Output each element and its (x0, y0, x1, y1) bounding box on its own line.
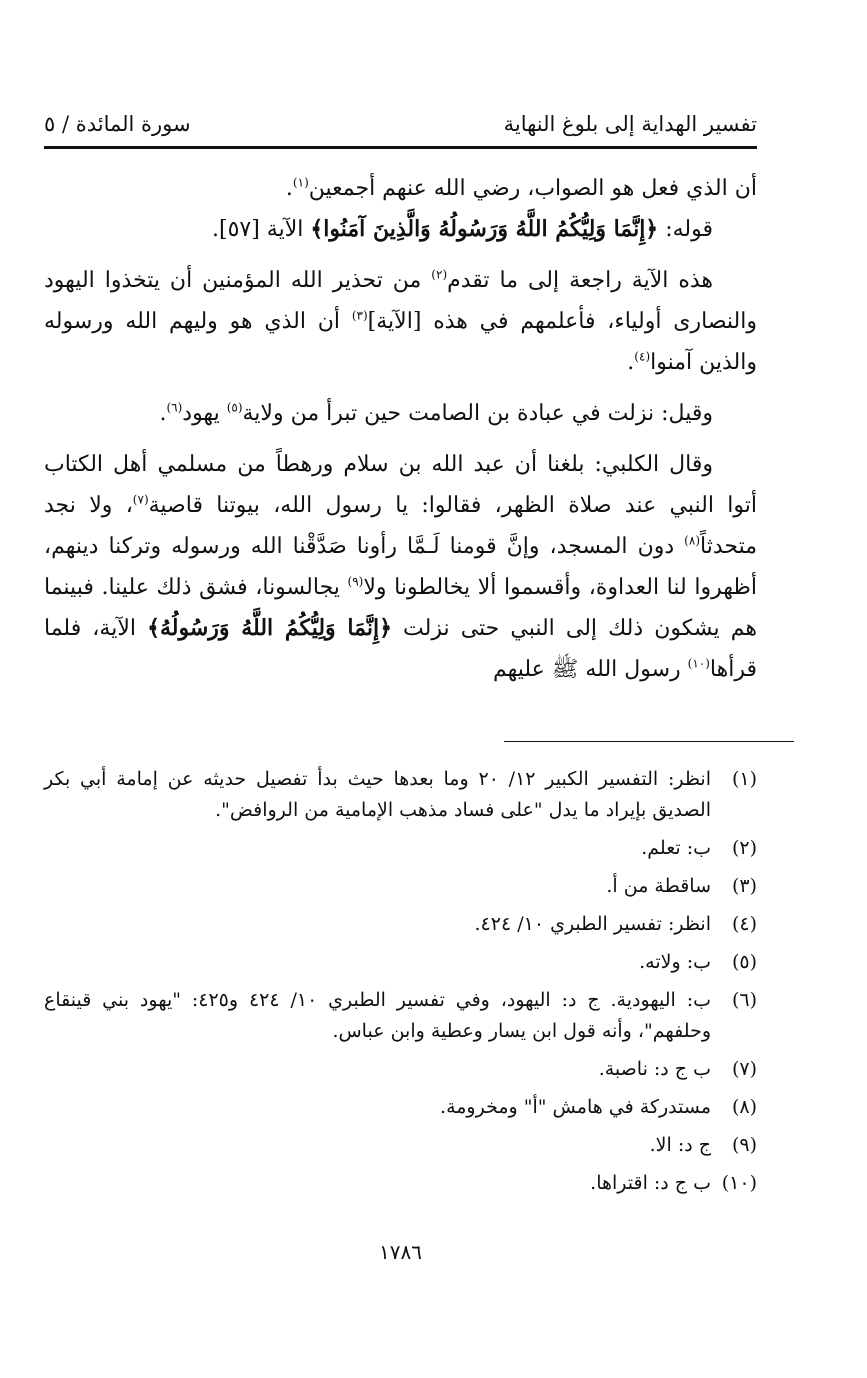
paragraph-5: وقال الكلبي: بلغنا أن عبد الله بن سلام ورهطاً من مسلمي أهل الكتاب أتوا النبي عند صلاة الظهر، فقالوا: يا رسول الله، بيوتنا قاصية$^{(٧)}$، ولا نجد متحدثاً$^{(٨)}$ دون المسجد، وإنَّ قومنا لَـمَّا رأونا صَدَّقْنا الله ورسوله وتركنا دينهم، أظهروا لنا العداوة، وأقسموا ألا يخالطونا ولا$^{(٩)}$ يجالسونا، فشق ذلك علينا. فبينما هم يشكون ذلك إلى النبي حتى نزلت ﴿إِنَّمَا وَلِيُّكُمُ اللَّهُ وَرَسُولُهُ﴾ الآية، فلما قرأها$^{(١٠)}$ رسول الله ﷺ عليهم (44, 452, 757, 682)
footnote-number: (٨) (731, 1096, 757, 1118)
paragraph-1: أن الذي فعل هو الصواب، رضي الله عنهم أجمعين$^{(١)}$. (285, 175, 757, 201)
footnote-text: ساقطة من أ. (606, 875, 711, 897)
footnote-ref[interactable]: (٥) (226, 400, 243, 415)
footnote-text: ب: اليهودية. ج د: اليهود، وفي تفسير الطبري ١٠/ ٤٢٤ و٤٢٥: "يهود بني قينقاع وحلفهم"، وأنه قول ابن يسار وعطية وابن عباس. (44, 989, 711, 1042)
footnote-item (44, 947, 757, 978)
footnote-ref[interactable]: (٢) (431, 267, 448, 282)
footnote-text: مستدركة في هامش "أ" ومخرومة. (440, 1096, 711, 1118)
paragraph-4: وقيل: نزلت في عبادة بن الصامت حين تبرأ من ولاية$^{(٥)}$ يهود$^{(٦)}$. (159, 400, 713, 426)
footnote-text: ج د: الا. (649, 1134, 711, 1156)
footnote-number: (٧) (731, 1058, 757, 1080)
footnote-item (44, 1092, 757, 1123)
surah-reference: سورة المائدة / ٥ (44, 112, 191, 136)
page-number: ١٧٨٦ (379, 1240, 422, 1264)
quran-verse: ﴿إِنَّمَا وَلِيُّكُمُ اللَّهُ وَرَسُولُهُ﴾ (147, 615, 392, 641)
footnote-item (44, 764, 757, 826)
footnote-text: ب ج د: ناصبة. (598, 1058, 711, 1080)
footnote-item (44, 909, 757, 940)
running-header (44, 104, 757, 144)
footnote-text: ب ج د: اقتراها. (590, 1172, 711, 1194)
footnote-number: (٥) (731, 951, 757, 973)
book-title: تفسير الهداية إلى بلوغ النهاية (503, 112, 757, 136)
footnote-number: (٩) (731, 1134, 757, 1156)
header-rule (44, 146, 757, 149)
footnote-ref[interactable]: (١٠) (687, 656, 710, 671)
footnote-item (44, 1168, 757, 1199)
footnote-text: انظر: التفسير الكبير ١٢/ ٢٠ وما بعدها حيث بدأ تفصيل حديثه عن إمامة أبي بكر الصديق بإيراد ما يدل "على فساد مذهب الإمامية من الروافض". (44, 768, 711, 821)
footnote-ref[interactable]: (٨) (684, 533, 700, 548)
footnote-item (44, 833, 757, 864)
footnote-item (44, 985, 757, 1047)
footnotes (44, 764, 757, 1206)
footnote-ref[interactable]: (٣) (351, 308, 368, 323)
footnote-number: (١) (731, 768, 757, 790)
footnote-separator (504, 741, 794, 742)
footnote-ref[interactable]: (٩) (347, 574, 364, 589)
footnote-number: (٤) (731, 913, 757, 935)
book-page (44, 0, 757, 1378)
footnote-ref[interactable]: (٦) (166, 400, 183, 415)
footnote-text: انظر: تفسير الطبري ١٠/ ٤٢٤. (474, 913, 711, 935)
quran-verse: ﴿إِنَّمَا وَلِيُّكُمُ اللَّهُ وَرَسُولُهُ وَالَّذِينَ آمَنُوا﴾ (310, 216, 659, 242)
footnote-ref[interactable]: (٧) (132, 492, 149, 507)
footnote-text: ب: ولاته. (639, 951, 711, 973)
footnote-number: (٣) (731, 875, 757, 897)
footnote-ref[interactable]: (٤) (634, 349, 651, 364)
footnote-text: ب: تعلم. (641, 837, 711, 859)
footnote-ref[interactable]: (١) (292, 175, 309, 190)
footnote-item (44, 1130, 757, 1161)
footnote-number: (٦) (731, 989, 757, 1011)
footnote-number: (٢) (731, 837, 757, 859)
footnote-number: (١٠) (721, 1172, 757, 1194)
paragraph-3: هذه الآية راجعة إلى ما تقدم$^{(٢)}$ من تحذير الله المؤمنين أن يتخذوا اليهود والنصارى أولياء، فأعلمهم في هذه [الآية]$^{(٣)}$ أن الذي هو وليهم الله ورسوله والذين آمنوا$^{(٤)}$. (44, 267, 757, 375)
footnote-item (44, 871, 757, 902)
main-text (44, 168, 757, 690)
paragraph-2: قوله: ﴿إِنَّمَا وَلِيُّكُمُ اللَّهُ وَرَسُولُهُ وَالَّذِينَ آمَنُوا﴾ الآية [٥٧]. (212, 216, 713, 242)
footnote-item (44, 1054, 757, 1085)
